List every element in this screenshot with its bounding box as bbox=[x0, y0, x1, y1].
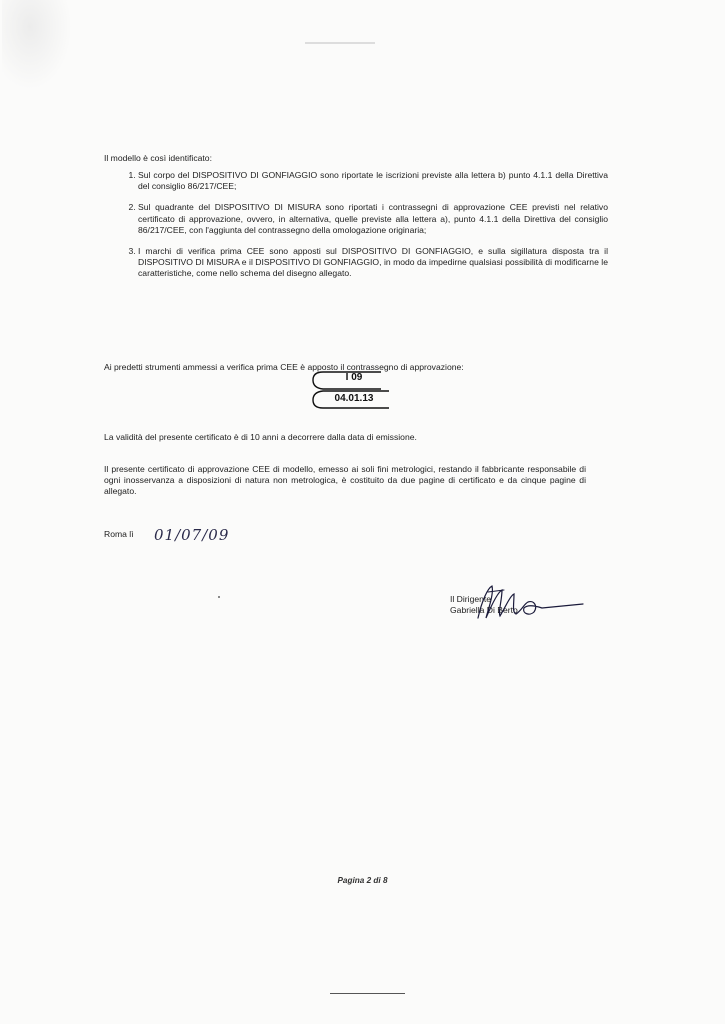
stamp-label: Ai predetti strumenti ammessi a verifica prima CEE è apposto il contrassegno di approvazione: bbox=[104, 362, 464, 372]
item-list bbox=[124, 170, 608, 290]
validity-text: La validità del presente certificato è di 10 anni a decorrere dalla data di emissione. bbox=[104, 432, 417, 442]
bottom-rule bbox=[330, 993, 405, 994]
scan-smudge bbox=[2, 0, 72, 90]
signatory-name: Gabriella Di Berto bbox=[450, 605, 518, 615]
top-rule bbox=[305, 42, 375, 44]
stamp-date: 04.01.13 bbox=[334, 393, 374, 404]
scan-dot bbox=[218, 596, 220, 598]
intro-text: Il modello è così identificato: bbox=[104, 153, 212, 163]
handwritten-date: 01/07/09 bbox=[154, 526, 230, 544]
handwritten-signature-icon bbox=[458, 580, 588, 625]
list-item: 2. Sul quadrante del DISPOSITIVO DI MISURA sono riportati i contrassegni di approvazione CEE previsti nel relativo certificato di approvazione, ovvero, in alternativa, quelle previste alla lettera a), punto 4.1.1 della Direttiva del consiglio 86/217/CEE, con l'aggiunta del contrassegno della omologazione originaria; bbox=[138, 202, 608, 236]
list-item: 3. I marchi di verifica prima CEE sono apposti sul DISPOSITIVO DI GONFIAGGIO, e sulla sigillatura disposta tra il DISPOSITIVO DI MISURA e il DISPOSITIVO DI GONFIAGGIO, in modo da impedirne qualsiasi possibilità di modificarne le caratteristiche, come nello schema del disegno allegato. bbox=[138, 246, 608, 280]
approval-stamp bbox=[309, 370, 391, 410]
signatory-title: Il Dirigente bbox=[450, 594, 492, 604]
certificate-text: Il presente certificato di approvazione CEE di modello, emesso ai soli fini metrologici, restando il fabbricante responsabile di ogni inosservanza a disposizioni di natura non metrologica, è costituito da due pagine di certificato e da cinque pagine di allegato. bbox=[104, 464, 586, 497]
stamp-code: I 09 bbox=[345, 372, 363, 383]
date-label: Roma lì bbox=[104, 529, 134, 539]
list-item: 1. Sul corpo del DISPOSITIVO DI GONFIAGGIO sono riportate le iscrizioni previste alla lettera b) punto 4.1.1 della Direttiva del consiglio 86/217/CEE; bbox=[138, 170, 608, 192]
page-number: Pagina 2 di 8 bbox=[337, 876, 388, 885]
